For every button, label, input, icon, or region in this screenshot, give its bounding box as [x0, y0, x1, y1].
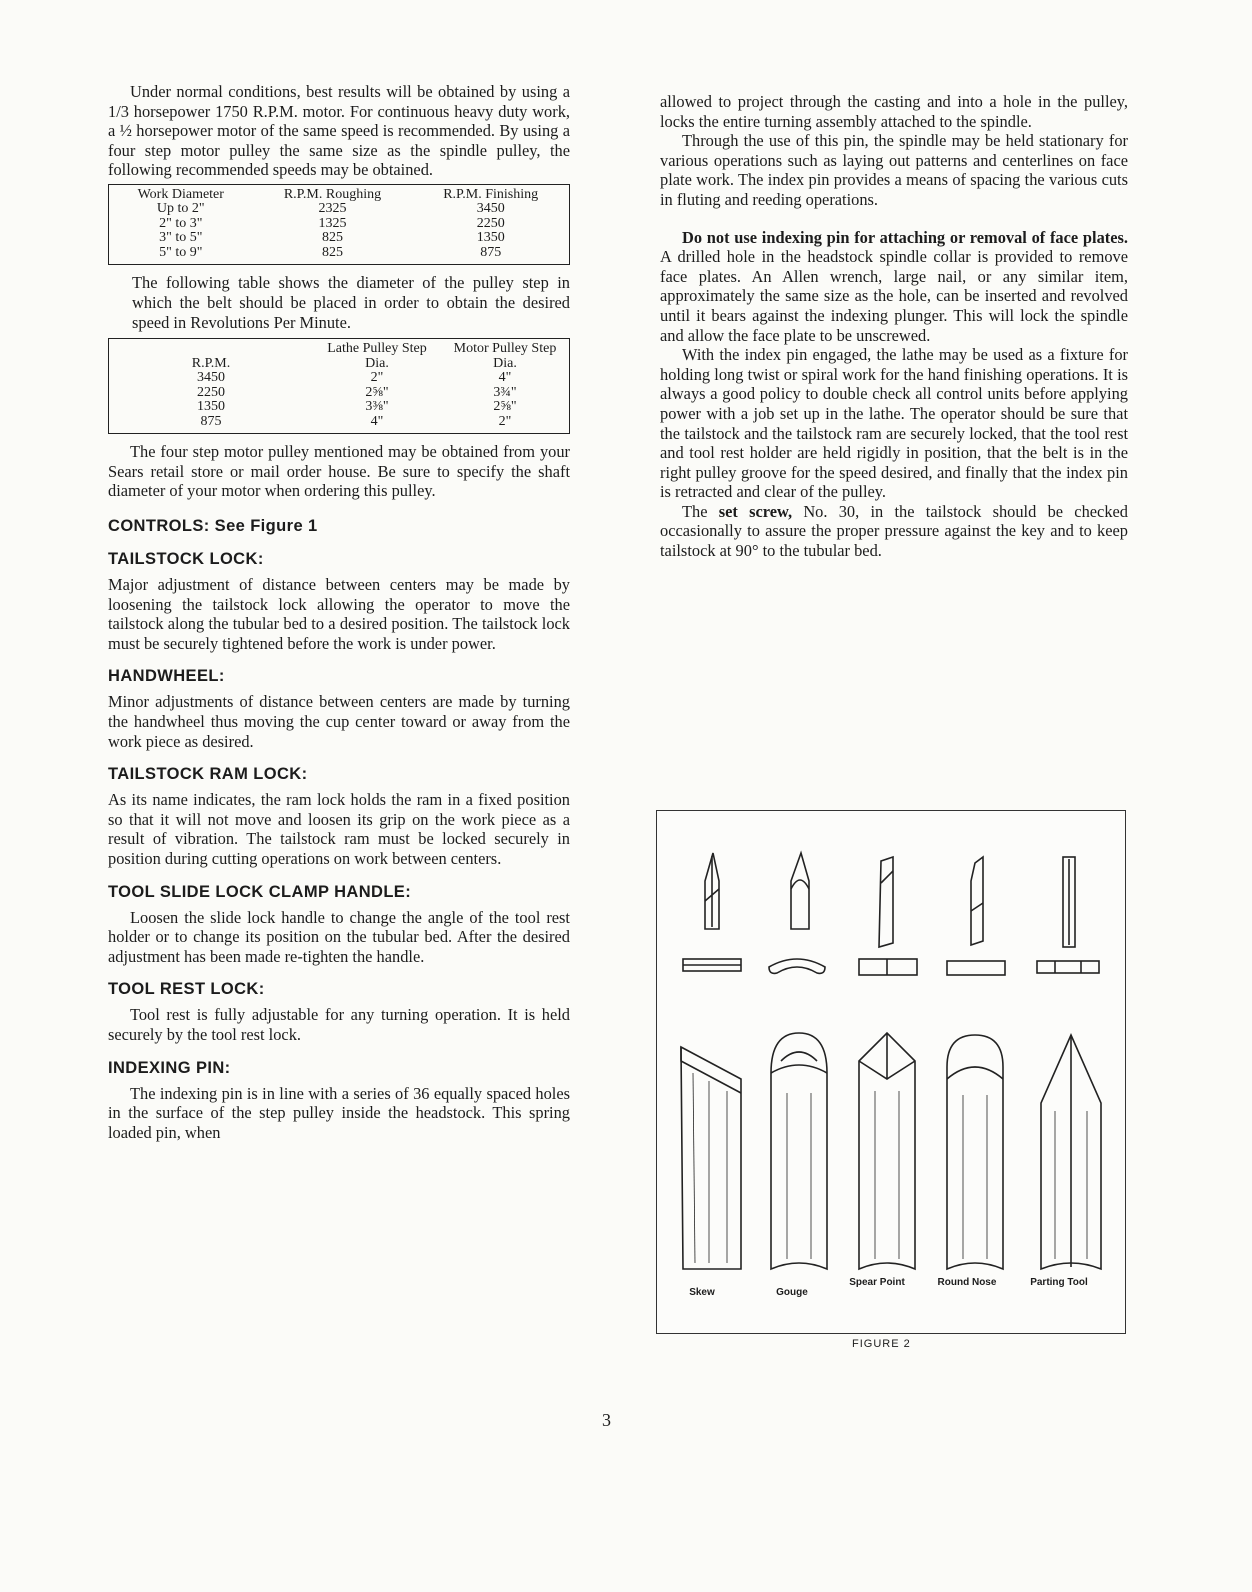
- speed-header: Work Diameter: [137, 186, 224, 202]
- table-cell: 875: [200, 413, 222, 429]
- gouge-tool-top-view: [791, 853, 809, 929]
- parting-cross-section: [1037, 961, 1099, 973]
- gouge-cross-section: [769, 959, 825, 973]
- spear-point-cross-section: [859, 959, 917, 975]
- table-cell: 1325: [318, 215, 347, 231]
- controls-sections: [108, 550, 570, 1142]
- table-cell: 4": [498, 370, 512, 386]
- section-text: The indexing pin is in line with a series of 36 equally spaced holes in the surface of the step pulley inside the headstock. This spring loaded pin, when: [108, 1083, 570, 1142]
- table-cell: 5" to 9": [159, 244, 203, 260]
- table-cell: 2": [498, 413, 512, 429]
- face-plate-warning: Do not use indexing pin for attaching or removal of face plates.: [682, 227, 1128, 247]
- table-cell: 2": [370, 370, 384, 386]
- intro-paragraph: Under normal conditions, best results will be obtained by using a 1/3 horsepower 1750 R.P.M. motor. For continuous heavy duty work, a ½ horsepower motor of the same speed is recommended. By using a four step motor pulley the same size as the spindle pulley, the following recommended speeds may be obtained.: [108, 82, 570, 180]
- speed-table-row: [109, 231, 570, 246]
- pulley-header: R.P.M.: [191, 355, 231, 371]
- round-nose-tool-top-view: [971, 857, 983, 945]
- table-cell: 2325: [318, 201, 347, 217]
- face-plate-warning-paragraph: [660, 228, 1128, 346]
- parting-tool-side-view: [1041, 1035, 1101, 1269]
- tool-label-spear-point: Spear Point: [849, 1277, 905, 1288]
- pulley-header: Motor Pulley Step Dia.: [453, 341, 557, 371]
- gouge-tool-side-view: [771, 1033, 827, 1269]
- section-heading: TAILSTOCK LOCK:: [108, 550, 264, 569]
- table-cell: 2250: [476, 215, 505, 231]
- tool-label-parting-tool: Parting Tool: [1030, 1277, 1088, 1288]
- speed-table-row: [109, 202, 570, 217]
- pulley-table: [108, 338, 570, 434]
- table-cell: 2⅝": [493, 399, 517, 415]
- table-cell: 875: [480, 244, 502, 260]
- pulley-table-row: [109, 400, 570, 415]
- set-screw-paragraph: The set screw, No. 30, in the tailstock should be checked occasionally to assure the proper pressure against the key and to keep tailstock at 90° to the tubular bed.: [660, 501, 1128, 561]
- figure-2-turning-tools: [656, 810, 1126, 1334]
- section-text: Minor adjustments of distance between centers are made by turning the handwheel thus moving the cup center toward or away from the work piece as desired.: [108, 692, 570, 751]
- section-heading: TOOL SLIDE LOCK CLAMP HANDLE:: [108, 882, 412, 901]
- pulley-table-row: [109, 386, 570, 401]
- section-heading: TOOL REST LOCK:: [108, 980, 265, 999]
- spear-point-tool-top-view: [879, 857, 893, 947]
- skew-tool-side-view: [681, 1047, 741, 1269]
- table-cell: 2250: [197, 384, 225, 400]
- page-number: 3: [602, 1410, 611, 1430]
- pulley-header: Lathe Pulley Step Dia.: [327, 341, 427, 371]
- table-cell: 4": [370, 413, 384, 429]
- table-cell: 3⅜": [365, 399, 389, 415]
- section-text: Loosen the slide lock handle to change the angle of the tool rest holder or to change its position on the tubular bed. After the desired adjustment has been made re-tighten the handle.: [108, 907, 570, 966]
- tool-label-round-nose: Round Nose: [937, 1277, 997, 1288]
- section-heading: HANDWHEEL:: [108, 667, 225, 686]
- round-nose-cross-section: [947, 961, 1005, 975]
- table-cell: 3" to 5": [159, 230, 203, 246]
- table-cell: 825: [321, 230, 343, 246]
- table-cell: 825: [321, 244, 343, 260]
- face-plate-instructions: A drilled hole in the headstock spindle collar is provided to remove face plates. An Allen wrench, large nail, or any similar item, approximately the same size as the hole, can be inserted and revolved until it bears against the indexing plunger. This will lock the spindle and allow the face plate to be unscrewed.: [660, 247, 1128, 345]
- section-text: As its name indicates, the ram lock holds the ram in a fixed position so that it will not move and loosen its grip on the work piece as a result of vibration. The tailstock ram must be locked securely in position during cutting operations on work between centers.: [108, 790, 570, 868]
- speed-header: R.P.M. Finishing: [443, 186, 539, 202]
- speed-header: R.P.M. Roughing: [283, 186, 382, 202]
- figure-caption: FIGURE 2: [852, 1338, 911, 1350]
- speed-table: [108, 184, 570, 266]
- turning-tools-illustration: [657, 811, 1125, 1333]
- section-heading: TAILSTOCK RAM LOCK:: [108, 765, 308, 784]
- section-text: Tool rest is fully adjustable for any turning operation. It is held securely by the tool rest lock.: [108, 1005, 570, 1044]
- spear-point-tool-side-view: [859, 1033, 915, 1269]
- table-cell: 1350: [197, 399, 225, 415]
- set-screw-term: set screw,: [718, 501, 793, 521]
- section-heading: INDEXING PIN:: [108, 1058, 231, 1077]
- left-column: [108, 82, 570, 1142]
- controls-heading: CONTROLS: See Figure 1: [108, 517, 318, 536]
- tool-label-gouge: Gouge: [776, 1287, 808, 1298]
- pulley-table-row: [109, 415, 570, 434]
- table-cell: 2" to 3": [159, 215, 203, 231]
- continued-paragraph: allowed to project through the casting and into a hole in the pulley, locks the entire turning assembly attached to the spindle.: [660, 92, 1128, 131]
- motor-pulley-paragraph: The four step motor pulley mentioned may be obtained from your Sears retail store or mail order house. Be sure to specify the shaft diameter of your motor when ordering this pulley.: [108, 442, 570, 501]
- table-cell: Up to 2": [156, 201, 205, 217]
- fixture-paragraph: With the index pin engaged, the lathe may be used as a fixture for holding long twist or spiral work for the hand finishing operations. It is always a good policy to double check all control units before applying power with a job set up in the lathe. The operator should be sure that the tailstock and the tailstock ram are securely locked, that the tool rest and tool rest holder are held rigidly in position, that the belt is in the right pulley groove for the speed desired, and finally that the index pin is retracted and clear of the pulley.: [660, 345, 1128, 502]
- index-pin-uses-paragraph: Through the use of this pin, the spindle may be held stationary for various operations such as laying out patterns and centerlines on face plate work. The index pin provides a means of spacing the various cuts in fluting and reeding operations.: [660, 131, 1128, 209]
- pulley-intro-paragraph: The following table shows the diameter of the pulley step in which the belt should be placed in order to obtain the desired speed in Revolutions Per Minute.: [132, 273, 570, 332]
- round-nose-tool-side-view: [947, 1035, 1003, 1269]
- table-cell: 3¾": [493, 384, 517, 400]
- table-cell: 1350: [476, 230, 505, 246]
- table-cell: 2⅝": [365, 384, 389, 400]
- section-text: Major adjustment of distance between centers may be made by loosening the tailstock lock allowing the operator to move the tailstock along the tubular bed to a desired position. The tailstock lock must be securely tightened before the work is under power.: [108, 575, 570, 653]
- pulley-table-row: [109, 371, 570, 386]
- speed-table-row: [109, 246, 570, 265]
- skew-tool-top-view: [705, 853, 719, 929]
- right-column: [660, 92, 1128, 561]
- parting-tool-top-view: [1063, 857, 1075, 947]
- table-cell: 3450: [197, 370, 225, 386]
- speed-table-row: [109, 217, 570, 232]
- tool-label-skew: Skew: [689, 1287, 715, 1298]
- table-cell: 3450: [476, 201, 505, 217]
